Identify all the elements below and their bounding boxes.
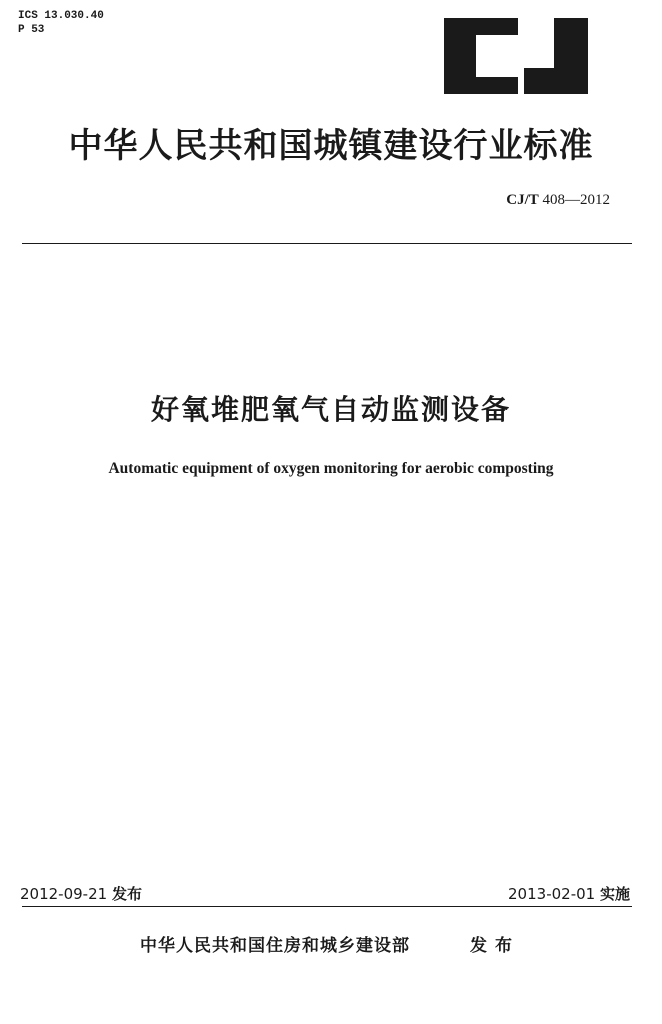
- bottom-divider: [22, 906, 632, 907]
- ccs-code: P 53: [18, 24, 45, 36]
- document-title-english: Automatic equipment of oxygen monitoring for aerobic composting: [108, 460, 554, 477]
- standard-code-prefix: CJ/T: [506, 192, 539, 208]
- ics-code: ICS 13.030.40: [18, 10, 104, 22]
- cj-logo: [444, 18, 588, 94]
- publisher-action: 发布: [470, 936, 520, 956]
- publisher-name: 中华人民共和国住房和城乡建设部: [140, 936, 410, 956]
- logo-c-bottom: [444, 77, 518, 94]
- issue-date-label: 发布: [111, 885, 142, 903]
- issue-date: [20, 883, 142, 904]
- logo-j-foot: [524, 68, 588, 94]
- effective-date: [508, 883, 630, 904]
- issue-date-value: 2012-09-21: [20, 885, 108, 903]
- effective-date-label: 实施: [599, 885, 630, 903]
- top-divider: [22, 243, 632, 244]
- effective-date-value: 2013-02-01: [508, 885, 596, 903]
- classification-codes: [18, 9, 104, 37]
- standard-category-title: 中华人民共和国城镇建设行业标准: [68, 126, 594, 166]
- document-title-chinese: 好氧堆肥氧气自动监测设备: [150, 393, 511, 426]
- standard-code-number: 408—2012: [542, 192, 610, 208]
- standard-number: [506, 192, 610, 209]
